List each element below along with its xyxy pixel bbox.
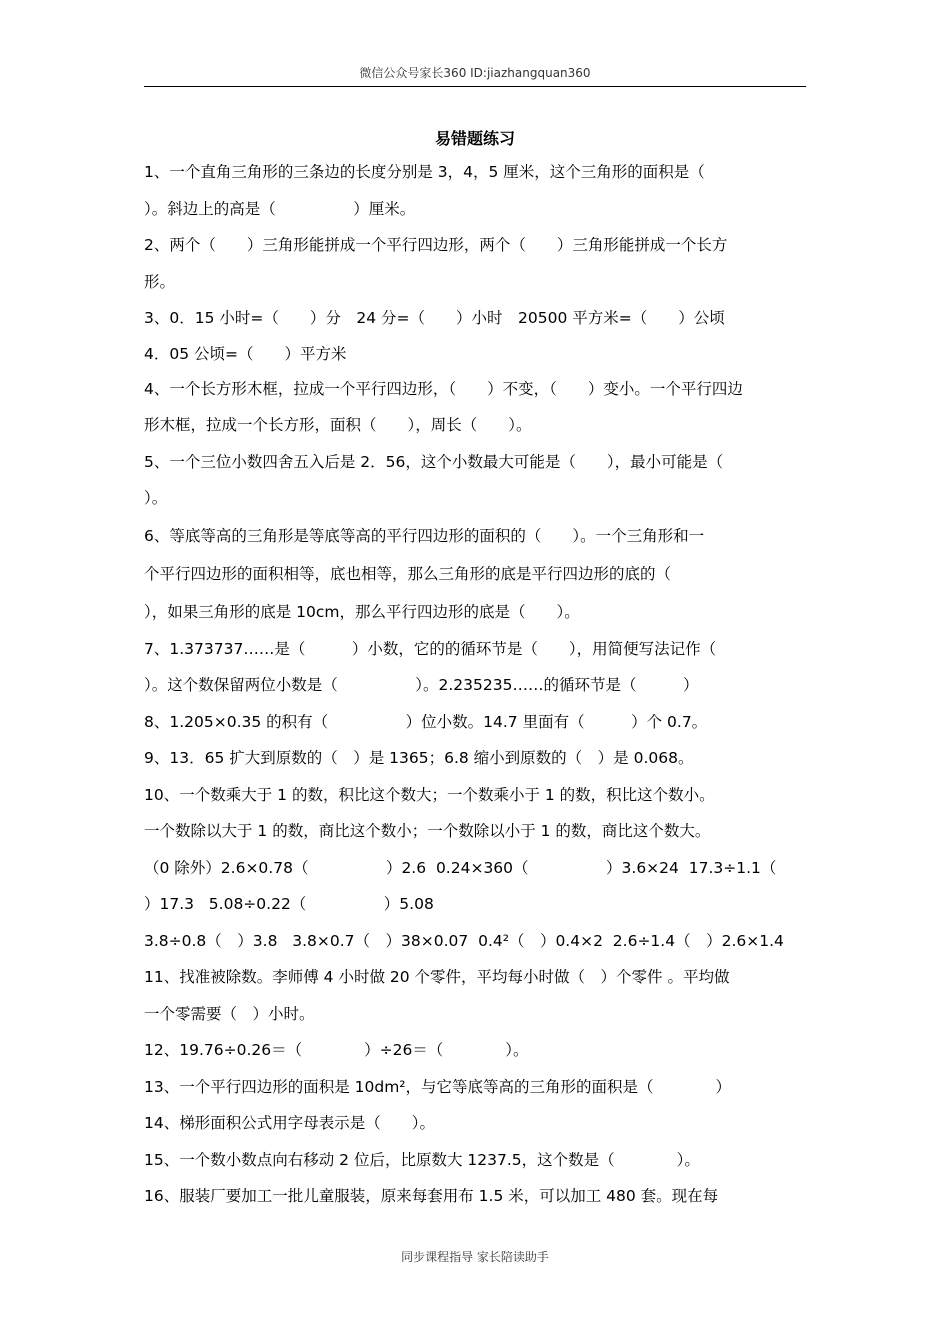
text-line: 1、一个直角三角形的三条边的长度分别是 3，4，5 厘米，这个三角形的面积是（ (144, 163, 705, 181)
text-line: 8、1.205×0.35 的积有（ ）位小数。14.7 里面有（ ）个 0.7。 (144, 712, 708, 731)
text-line: 5、一个三位小数四舍五入后是 2．56，这个小数最大可能是（ ），最小可能是（ (144, 452, 724, 471)
text-line: ）17.3 5.08÷0.22（ ）5.08 (144, 895, 434, 913)
page-header: 微信公众号家长360 ID:jiazhangquan360 (359, 66, 591, 80)
text-line: 6、等底等高的三角形是等底等高的平行四边形的面积的（ ）。一个三角形和一 (144, 526, 705, 545)
page-title: 易错题练习 (434, 129, 515, 148)
header-divider (144, 86, 806, 87)
text-line: 一个数除以大于 1 的数，商比这个数小；一个数除以小于 1 的数，商比这个数大。 (144, 822, 711, 840)
text-line: （0 除外）2.6×0.78（ ）2.6 0.24×360（ ）3.6×24 17.3÷1.1（ (144, 858, 777, 877)
text-line: 11、找准被除数。李师傅 4 小时做 20 个零件，平均每小时做（ ）个零件 。平均做 (144, 968, 730, 986)
text-line: 16、服装厂要加工一批儿童服装，原来每套用布 1.5 米，可以加工 480 套。现在每 (144, 1187, 719, 1205)
text-line: 3.8÷0.8（ ）3.8 3.8×0.7（ ）38×0.07 0.4²（ ）0.4×2 2.6÷1.4（ ）2.6×1.4 (144, 931, 784, 950)
page-footer: 同步课程指导 家长陪读助手 (401, 1250, 549, 1264)
text-line: 15、一个数小数点向右移动 2 位后，比原数大 1237.5，这个数是（ ）。 (144, 1150, 700, 1169)
text-line: 10、一个数乘大于 1 的数，积比这个数大；一个数乘小于 1 的数，积比这个数小。 (144, 785, 715, 804)
text-line: 13、一个平行四边形的面积是 10dm²，与它等底等高的三角形的面积是（ ） (144, 1077, 732, 1096)
text-line: ）。 (144, 489, 168, 507)
text-line: ）。这个数保留两位小数是（ ）。2.235235……的循环节是（ ） (144, 676, 699, 694)
text-line: 个平行四边形的面积相等，底也相等，那么三角形的底是平行四边形的底的（ (144, 564, 672, 583)
text-line: 4．05 公顷=（ ）平方米 (144, 344, 347, 363)
text-line: 4、一个长方形木框，拉成一个平行四边形，（ ）不变，（ ）变小。一个平行四边 (144, 379, 743, 398)
text-line: 形。 (144, 272, 176, 291)
text-line: 形木框，拉成一个长方形，面积（ ），周长（ ）。 (144, 416, 532, 434)
text-line: 2、两个（ ）三角形能拼成一个平行四边形，两个（ ）三角形能拼成一个长方 (144, 236, 728, 254)
text-line: 12、19.76÷0.26＝（ ）÷26＝（ ）。 (144, 1041, 529, 1059)
text-line: 一个零需要（ ）小时。 (144, 1004, 315, 1023)
text-line: 7、1.373737……是（ ）小数，它的的循环节是（ ），用简便写法记作（ (144, 639, 717, 658)
text-line: 14、梯形面积公式用字母表示是（ ）。 (144, 1114, 435, 1132)
text-line: ），如果三角形的底是 10cm，那么平行四边形的底是（ ）。 (144, 602, 580, 621)
text-line: 3、0．15 小时=（ ）分 24 分=（ ）小时 20500 平方米=（ ）公顷 (144, 309, 725, 327)
text-line: 9、13．65 扩大到原数的（ ）是 1365；6.8 缩小到原数的（ ）是 0.068。 (144, 749, 694, 767)
text-line: ）。斜边上的高是（ ）厘米。 (144, 199, 416, 218)
exercise-list (144, 154, 808, 1215)
